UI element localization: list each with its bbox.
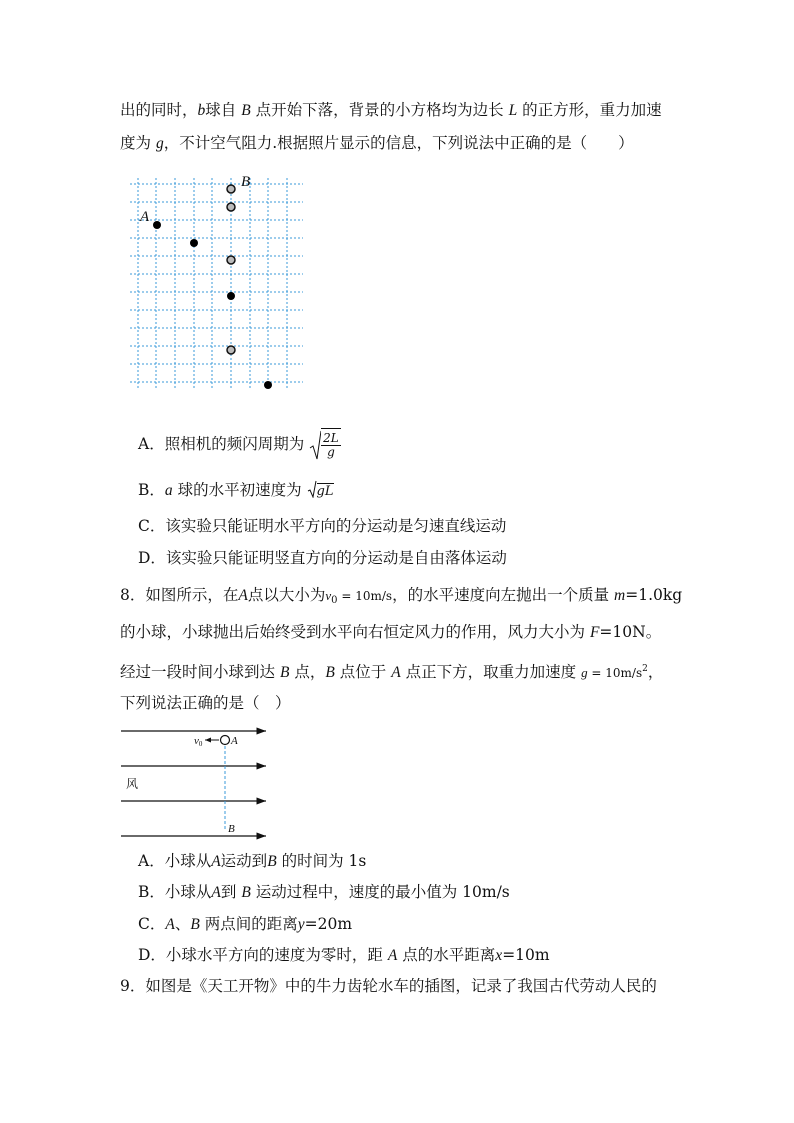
q7-stem-line1: 出的同时，b球自 B 点开始下落，背景的小方格均为边长 L 的正方形，重力加速: [120, 101, 662, 119]
q8-stem-line1: 8．如图所示，在A点以大小为$v_0 = 10m/s$，的水平速度向左抛出一个质量 m=1.0kg: [120, 586, 683, 606]
ball-b-pos-1: [227, 185, 235, 193]
q8-option-c: C．A、B 两点间的距离y=20m: [138, 915, 353, 933]
wind-label: 风: [126, 777, 139, 791]
q8-wind-figure: [118, 725, 273, 843]
label-a: A: [231, 735, 238, 747]
ball-a-pos-1: [153, 221, 161, 229]
q8-option-d: D．小球水平方向的速度为零时，距 A 点的水平距离x=10m: [138, 946, 550, 964]
q8-stem-line2: 的小球，小球抛出后始终受到水平向右恒定风力的作用，风力大小为 F=10N。: [120, 623, 662, 641]
sqrt-fraction: $\frac{2L}{g}$: [323, 431, 339, 459]
label-a: A: [140, 209, 150, 225]
grid-lines: [130, 178, 303, 390]
ball-a-pos-3: [227, 292, 235, 300]
sqrt-icon: [307, 480, 317, 498]
q8-stem-line3: 经过一段时间小球到达 B 点，B 点位于 A 点正下方，取重力加速度 $g = 10m/s^2$，: [120, 663, 664, 681]
label-b: B: [241, 174, 251, 190]
ball-b-pos-2: [227, 203, 235, 211]
q8-option-b: B．小球从A到 B 运动过程中，速度的最小值为 10m/s: [138, 883, 510, 901]
ball-a-pos-2: [190, 239, 198, 247]
v0-label: v0: [194, 735, 203, 748]
ball-b-pos-4: [227, 346, 235, 354]
q7-grid-figure: [125, 170, 310, 395]
q7-option-d: D．该实验只能证明竖直方向的分运动是自由落体运动: [138, 549, 507, 567]
ball-a-pos-4: [264, 381, 272, 389]
q7-option-b: B．a 球的水平初速度为 gL: [138, 480, 334, 502]
q8-stem-line4: 下列说法正确的是（ ）: [120, 694, 291, 712]
ball-at-a: [221, 736, 230, 745]
q7-stem-line2: 度为 g，不计空气阻力.根据照片显示的信息，下列说法中正确的是（ ）: [120, 134, 634, 152]
q7-option-a: A．照相机的频闪周期为 $\frac{2L}{g}$: [138, 428, 341, 460]
sqrt-icon: [309, 429, 321, 461]
q8-option-a: A．小球从A运动到B 的时间为 1s: [138, 852, 367, 870]
label-b: B: [228, 823, 235, 835]
sqrt-gl: gL: [307, 480, 334, 502]
ball-b-pos-3: [227, 256, 235, 264]
q9-stem-line1: 9．如图是《天工开物》中的牛力齿轮水车的插图，记录了我国古代劳动人民的: [120, 977, 657, 995]
q7-option-c: C．该实验只能证明水平方向的分运动是匀速直线运动: [138, 517, 507, 535]
